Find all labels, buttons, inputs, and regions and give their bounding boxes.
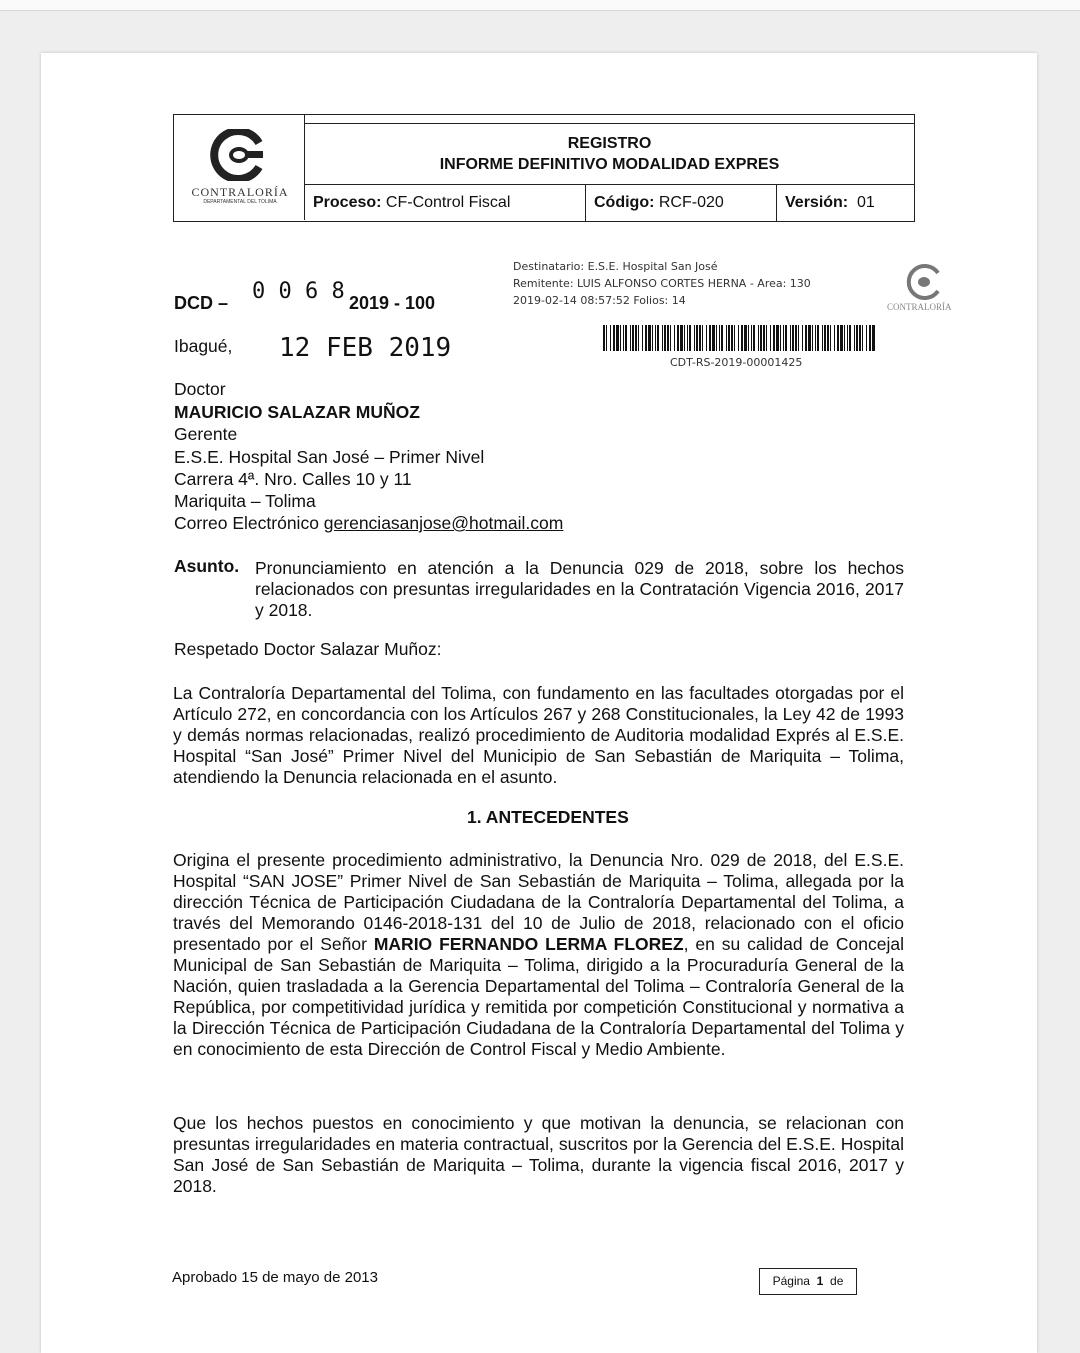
barcode-bar	[632, 325, 634, 351]
barcode-bar	[635, 325, 637, 351]
barcode-bar	[859, 325, 861, 351]
salutation: Respetado Doctor Salazar Muñoz:	[174, 639, 442, 659]
header-title	[305, 123, 914, 185]
date-city: Ibagué,	[174, 336, 233, 356]
barcode-bar	[648, 325, 651, 351]
barcode-bar	[670, 325, 671, 351]
version-cell	[777, 185, 914, 221]
barcode-bar	[808, 325, 811, 351]
barcode-bar	[674, 325, 675, 351]
barcode-bar	[716, 325, 717, 351]
recipient-name: MAURICIO SALAZAR MUÑOZ	[174, 402, 420, 422]
denunciante-name: MARIO FERNANDO LERMA FLOREZ	[373, 934, 684, 954]
proceso-cell	[305, 185, 586, 221]
barcode-bar	[844, 325, 845, 351]
barcode-bar	[753, 325, 755, 351]
barcode-bar	[702, 325, 703, 351]
logo-subtext: DEPARTAMENTAL DEL TOLIMA	[203, 199, 277, 205]
barcode-bar	[694, 325, 695, 351]
barcode-bar	[760, 325, 762, 351]
barcode-bar	[748, 325, 749, 351]
contraloria-logo-icon	[209, 129, 269, 181]
recipient-address: Carrera 4ª. Nro. Calles 10 y 11	[174, 469, 412, 489]
document-header-table	[173, 114, 915, 222]
barcode-bar	[638, 325, 639, 351]
barcode-bar	[623, 325, 624, 351]
barcode-bar	[734, 325, 735, 351]
barcode-bar	[822, 325, 823, 351]
barcode-bar	[837, 325, 839, 351]
recipient-role: Gerente	[174, 424, 238, 444]
barcode-bar	[603, 325, 605, 351]
barcode-bar	[773, 325, 775, 351]
barcode-bar	[854, 325, 855, 351]
barcode-bar	[751, 325, 752, 351]
barcode-bar	[834, 325, 835, 351]
barcode-bar	[642, 325, 643, 351]
barcode-bar	[805, 325, 807, 351]
barcode-bar	[847, 325, 848, 351]
recipient-entity: E.S.E. Hospital San José – Primer Nivel	[174, 447, 485, 467]
barcode-bar	[849, 325, 851, 351]
barcode-bar	[684, 325, 685, 351]
antecedentes-paragraph	[173, 850, 904, 1060]
email-label: Correo Electrónico	[174, 513, 319, 533]
barcode-bar	[780, 325, 781, 351]
page-number-box	[759, 1268, 857, 1295]
barcode-bar	[776, 325, 779, 351]
barcode-bar	[726, 325, 727, 351]
barcode-bar	[798, 325, 799, 351]
barcode-bar	[785, 325, 787, 351]
barcode-bar	[664, 325, 666, 351]
barcode-bar	[731, 325, 733, 351]
barcode-bar	[824, 325, 826, 351]
barcode-bar	[830, 325, 831, 351]
codigo-value: RCF-020	[658, 194, 724, 211]
barcode-bar	[802, 325, 803, 351]
version-value: 01	[857, 194, 875, 211]
barcode-bar	[872, 325, 875, 351]
barcode-bar	[862, 325, 863, 351]
section-title: 1. ANTECEDENTES	[467, 807, 629, 827]
barcode-bar	[606, 325, 607, 351]
page-label: Página	[772, 1274, 810, 1288]
barcode-bar	[817, 325, 819, 351]
stamp-remitente: Remitente: LUIS ALFONSO CORTES HERNA - Area: 130	[513, 277, 811, 290]
barcode-bar	[738, 325, 739, 351]
logo-cell	[174, 115, 305, 220]
barcode-bar	[856, 325, 858, 351]
barcode	[603, 325, 877, 351]
barcode-bar	[815, 325, 816, 351]
barcode-bar	[790, 325, 791, 351]
header-title-line2: INFORME DEFINITIVO MODALIDAD EXPRES	[439, 156, 780, 173]
barcode-bar	[840, 325, 843, 351]
barcode-bar	[662, 325, 663, 351]
reference-suffix: 2019 - 100	[349, 293, 436, 313]
barcode-bar	[610, 325, 611, 351]
barcode-bar	[616, 325, 619, 351]
viewer-top-bar	[0, 0, 1080, 11]
barcode-bar	[706, 325, 707, 351]
page-of: de	[830, 1274, 844, 1288]
barcode-bar	[728, 325, 730, 351]
recipient-title: Doctor	[174, 379, 226, 399]
proceso-value: CF-Control Fiscal	[385, 194, 511, 211]
stamp-destinatario: Destinatario: E.S.E. Hospital San José	[513, 260, 718, 273]
footer-approved: Aprobado 15 de mayo de 2013	[172, 1269, 378, 1286]
stamp-date-folios: 2019-02-14 08:57:52 Folios: 14	[513, 294, 686, 307]
barcode-bar	[744, 325, 747, 351]
barcode-bar	[677, 325, 679, 351]
email-link[interactable]: gerenciasanjose@hotmail.com	[323, 513, 564, 533]
barcode-bar	[680, 325, 683, 351]
barcode-bar	[741, 325, 743, 351]
barcode-bar	[719, 325, 720, 351]
stamp-logo-text: CONTRALORÍA	[887, 302, 952, 312]
hechos-paragraph: Que los hechos puestos en conocimiento y que motivan la denuncia, se relacionan con presuntas irregularidades en materia contractual, suscritos por la Gerencia del E.S.E. Hospital San José de San Sebastián de Mariquita – Tolima, durante la vigencia fiscal 2016, 2017 y 2018.	[173, 1113, 904, 1196]
barcode-bar	[696, 325, 698, 351]
barcode-bar	[792, 325, 794, 351]
proceso-label: Proceso:	[313, 194, 382, 211]
barcode-bar	[827, 325, 829, 351]
barcode-bar	[655, 325, 656, 351]
barcode-bar	[783, 325, 784, 351]
header-meta-row	[305, 185, 914, 221]
header-title-line1: REGISTRO	[567, 135, 652, 152]
barcode-bar	[758, 325, 759, 351]
version-label: Versión:	[785, 194, 849, 211]
antecedentes-part2: , en su calidad de Concejal Municipal de San Sebastián de Mariquita – Tolima, dirigido a la Procuraduría General de la Nación, quien trasladada a la Gerencia Departamental del Tolima – Contraloría General de la República, por competitividad jurídica y remitida por competición Constitucional y normativa a la Dirección Técnica de Participación Ciudadana de la Contraloría Departamental del Tolima y en conocimiento de esta Dirección de Control Fiscal y Medio Ambiente.	[173, 934, 904, 1059]
barcode-bar	[721, 325, 723, 351]
barcode-bar	[712, 325, 715, 351]
reference-prefix: DCD –	[174, 293, 229, 313]
barcode-bar	[763, 325, 765, 351]
barcode-bar	[766, 325, 767, 351]
barcode-bar	[630, 325, 631, 351]
barcode-bar	[770, 325, 771, 351]
barcode-bar	[620, 325, 621, 351]
subject-label: Asunto.	[174, 556, 240, 576]
antecedentes-part1: Origina el presente procedimiento administrativo, la Denuncia Nro. 029 de 2018, del E.S.E. Hospital “SAN JOSE” Primer Nivel de San Sebastián de Mariquita – Tolima, allegada por la dirección Técnica de Participación Ciudadana de la Contraloría Departamental del Tolima, a través del Memorando 0146-2018-131 del 10 de Julio de 2018, relacionado con el oficio presentado por el Señor	[173, 850, 904, 954]
subject-text: Pronunciamiento en atención a la Denuncia 029 de 2018, sobre los hechos relacionados con presuntas irregularidades en la Contratación Vigencia 2016, 2017 y 2018.	[255, 558, 904, 620]
stamp-logo-icon	[902, 263, 946, 301]
barcode-bar	[709, 325, 711, 351]
reference-number: 0 0 6 8	[252, 279, 345, 304]
codigo-cell	[586, 185, 777, 221]
page-number: 1	[816, 1274, 824, 1288]
date-value: 12 FEB 2019	[279, 333, 452, 363]
barcode-bar	[625, 325, 627, 351]
barcode-bar	[652, 325, 653, 351]
barcode-bar	[667, 325, 669, 351]
barcode-bar	[645, 325, 647, 351]
barcode-bar	[657, 325, 659, 351]
intro-paragraph: La Contraloría Departamental del Tolima, con fundamento en las facultades otorgadas por el Artículo 272, en concordancia con los Artículos 267 y 268 Constitucionales, la Ley 42 de 1993 y demás normas relacionadas, realizó procedimiento de Auditoria modalidad Exprés al E.S.E. Hospital “San José” Primer Nivel del Municipio de San Sebastián de Mariquita – Tolima, atendiendo la Denuncia relacionada en el asunto.	[173, 683, 904, 787]
recipient-city: Mariquita – Tolima	[174, 491, 316, 511]
barcode-bar	[689, 325, 691, 351]
barcode-bar	[795, 325, 797, 351]
codigo-label: Código:	[594, 194, 655, 211]
barcode-bar	[866, 325, 867, 351]
barcode-bar	[699, 325, 701, 351]
recipient-email-line	[174, 513, 563, 534]
barcode-bar	[687, 325, 688, 351]
barcode-bar	[869, 325, 871, 351]
barcode-code: CDT-RS-2019-00001425	[670, 356, 803, 369]
barcode-bar	[613, 325, 615, 351]
logo-text: CONTRALORÍA	[191, 185, 289, 199]
barcode-bar	[812, 325, 813, 351]
